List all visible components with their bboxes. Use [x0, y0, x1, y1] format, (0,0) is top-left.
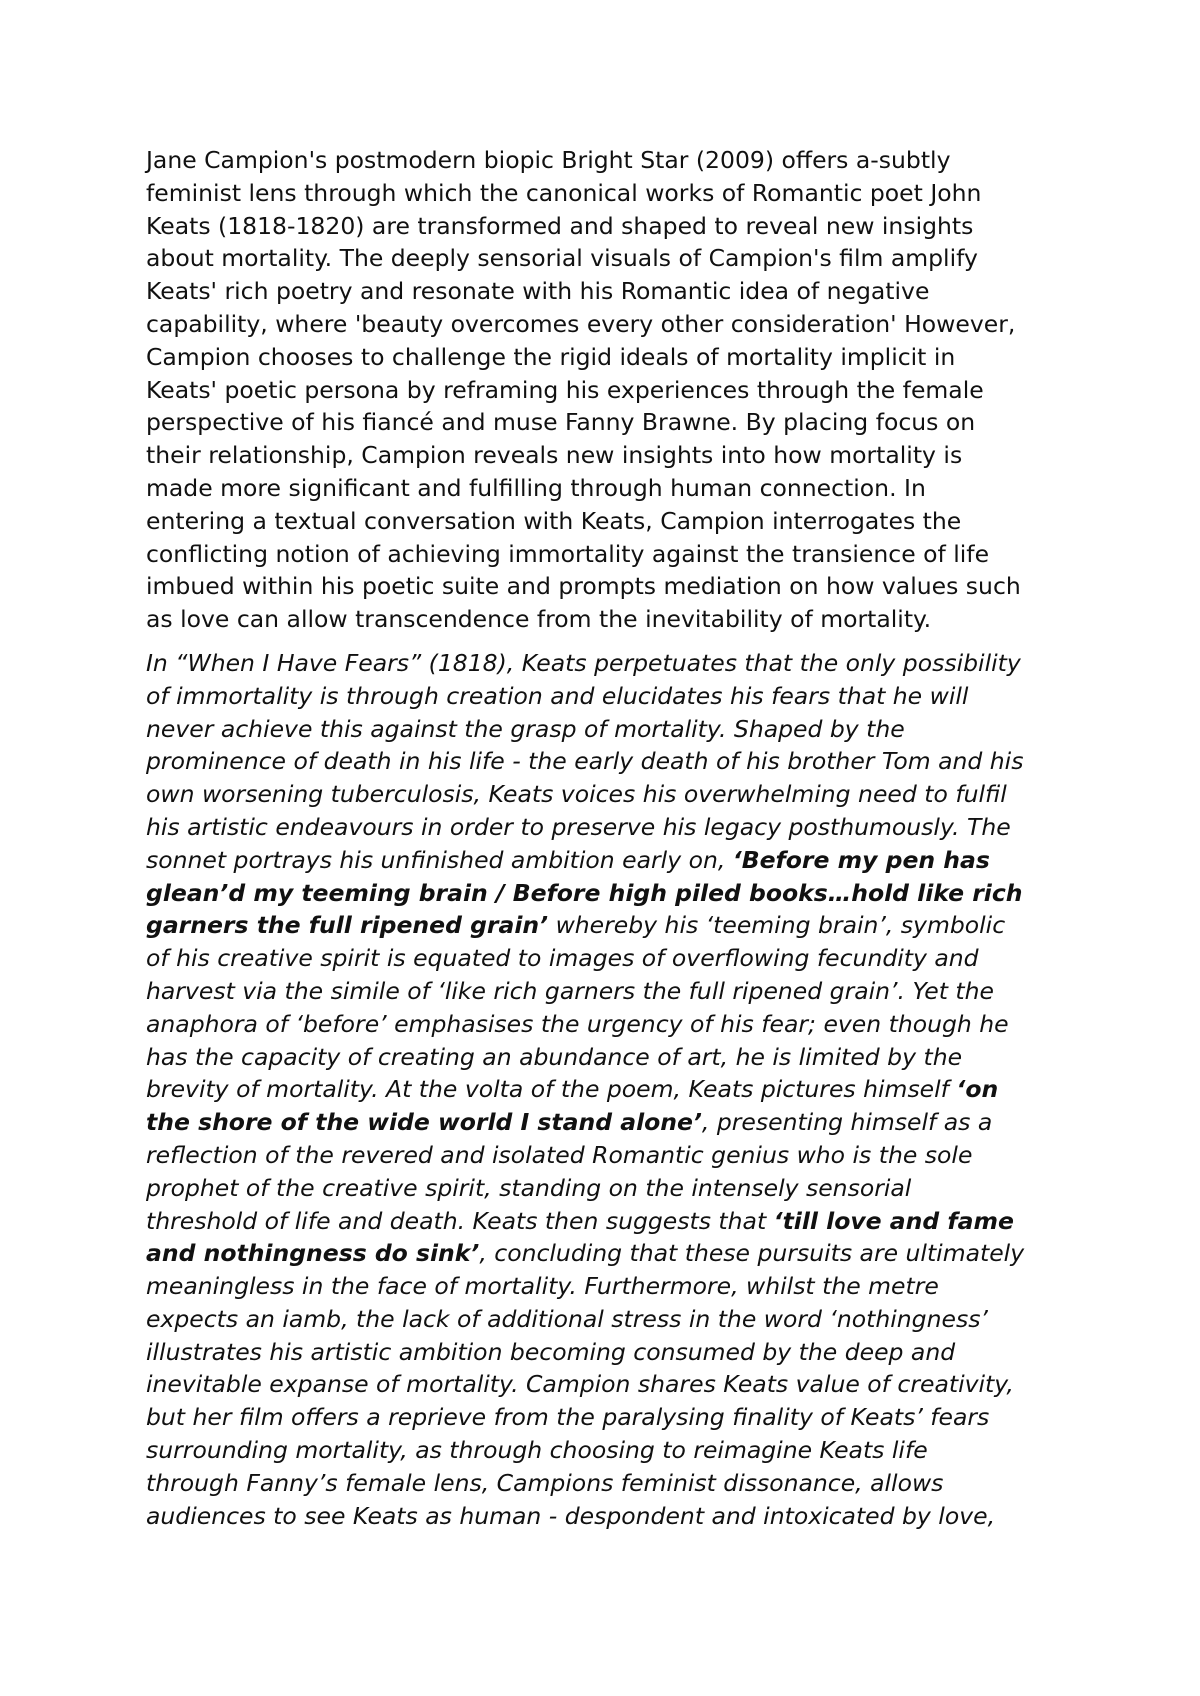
text-line: illustrates his artistic ambition becoming consumed by the deep and: [146, 1337, 956, 1366]
text-line: prophet of the creative spirit, standing on the intensely sensorial: [146, 1173, 912, 1202]
text-run: sonnet portrays his unfinished ambition early on,: [146, 845, 733, 874]
text-line: audiences to see Keats as human - despondent and intoxicated by love,: [146, 1501, 996, 1530]
text-line: as love can allow transcendence from the inevitability of mortality.: [146, 605, 932, 634]
text-line: meaningless in the face of mortality. Furthermore, whilst the metre: [146, 1272, 939, 1301]
poem-quote: ‘till love and fame: [773, 1206, 1014, 1235]
intro-paragraph: [146, 144, 1072, 636]
text-line: Keats (1818-1820) are transformed and shaped to reveal new insights: [146, 211, 974, 240]
text-line: capability, where 'beauty overcomes every other consideration' However,: [146, 309, 1016, 338]
text-line: has the capacity of creating an abundance of art, he is limited by the: [146, 1042, 963, 1071]
text-line: perspective of his fiancé and muse Fanny Brawne. By placing focus on: [146, 408, 976, 437]
text-line: his artistic endeavours in order to preserve his legacy posthumously. The: [146, 812, 1011, 841]
text-run: , presenting himself as a: [701, 1108, 993, 1137]
text-line: but her film offers a reprieve from the paralysing finality of Keats’ fears: [146, 1403, 990, 1432]
poem-quote: and nothingness do sink’: [146, 1239, 480, 1268]
text-line: never achieve this against the grasp of mortality. Shaped by the: [146, 714, 905, 743]
text-line: harvest via the simile of ‘like rich garners the full ripened grain’. Yet the: [146, 976, 994, 1005]
text-line: Keats' rich poetry and resonate with his Romantic idea of negative: [146, 277, 930, 306]
text-line: conflicting notion of achieving immortality against the transience of life: [146, 539, 990, 568]
text-line: entering a textual conversation with Keats, Campion interrogates the: [146, 506, 962, 535]
text-line: made more significant and fulfilling through human connection. In: [146, 473, 926, 502]
text-line: imbued within his poetic suite and prompts mediation on how values such: [146, 572, 1021, 601]
text-line: feminist lens through which the canonical works of Romantic poet John: [146, 178, 982, 207]
text-line: [146, 1106, 1072, 1139]
text-line: In “When I Have Fears” (1818), Keats perpetuates that the only possibility: [146, 648, 1021, 677]
text-run: whereby his ‘teeming brain’, symbolic: [548, 911, 1006, 940]
text-line: Keats' poetic persona by reframing his experiences through the female: [146, 375, 984, 404]
text-line: their relationship, Campion reveals new insights into how mortality is: [146, 441, 963, 470]
text-run: brevity of mortality. At the volta of the poem, Keats pictures himself: [146, 1075, 957, 1104]
poem-quote: the shore of the wide world I stand alone’: [146, 1108, 702, 1137]
text-line: Jane Campion's postmodern biopic Bright Star (2009) offers a-subtly: [146, 146, 951, 174]
body-text: [146, 144, 1072, 1532]
poem-quote: garners the full ripened grain’: [146, 911, 549, 940]
text-line: [146, 1073, 1072, 1106]
text-line: own worsening tuberculosis, Keats voices his overwhelming need to fulfil: [146, 780, 1007, 809]
text-line: through Fanny’s female lens, Campions feminist dissonance, allows: [146, 1468, 944, 1497]
text-line: inevitable expanse of mortality. Campion shares Keats value of creativity,: [146, 1370, 1014, 1399]
text-line: of his creative spirit is equated to images of overflowing fecundity and: [146, 944, 979, 973]
text-line: about mortality. The deeply sensorial visuals of Campion's film amplify: [146, 244, 978, 273]
text-line: [146, 1205, 1072, 1238]
analysis-paragraph: [146, 647, 1072, 1533]
text-line: [146, 1237, 1072, 1270]
text-line: [146, 844, 1072, 877]
text-line: [146, 909, 1072, 942]
poem-quote: ‘on: [956, 1075, 999, 1104]
text-run: threshold of life and death. Keats then suggests that: [146, 1206, 774, 1235]
text-run: , concluding that these pursuits are ultimately: [479, 1239, 1025, 1268]
text-line: anaphora of ‘before’ emphasises the urgency of his fear; even though he: [146, 1009, 1009, 1038]
text-line: reflection of the revered and isolated Romantic genius who is the sole: [146, 1140, 973, 1169]
text-line: of immortality is through creation and elucidates his fears that he will: [146, 681, 969, 710]
text-line: prominence of death in his life - the early death of his brother Tom and his: [146, 747, 1024, 776]
text-line: expects an iamb, the lack of additional stress in the word ‘nothingness’: [146, 1304, 988, 1333]
text-line: Campion chooses to challenge the rigid ideals of mortality implicit in: [146, 342, 956, 371]
poem-quote: ‘Before my pen has: [732, 845, 990, 874]
poem-quote: glean’d my teeming brain / Before high piled books…hold like rich: [146, 878, 1023, 907]
text-line: surrounding mortality, as through choosing to reimagine Keats life: [146, 1436, 928, 1465]
